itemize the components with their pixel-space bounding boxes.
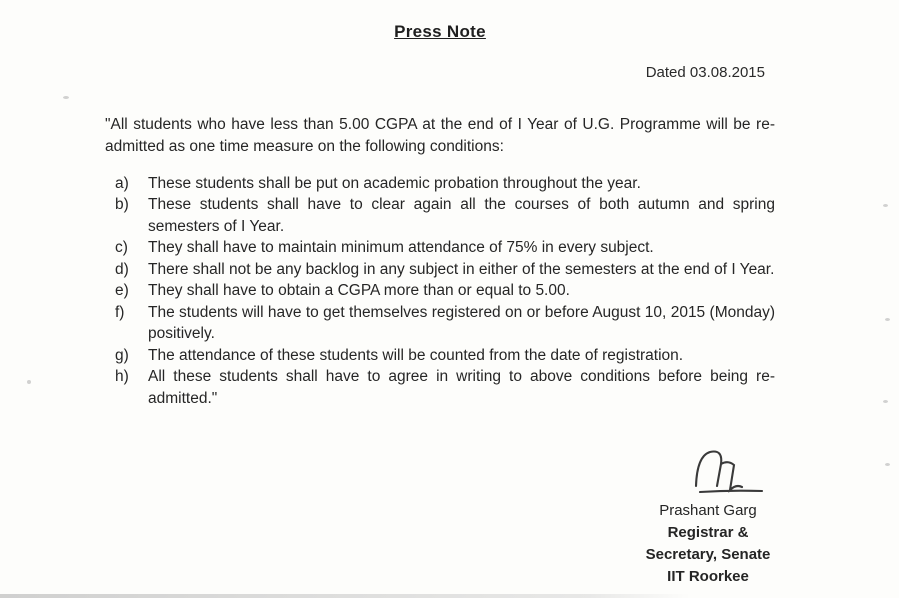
list-item-text: These students shall have to clear again all the courses of both autumn and spring semesters of I Year.: [148, 196, 775, 235]
list-item: [115, 259, 775, 281]
list-item-label: f): [115, 303, 125, 321]
list-item: [115, 280, 775, 302]
page-title: Press Note: [394, 22, 486, 41]
list-item: [115, 237, 775, 259]
document-date: Dated 03.08.2015: [645, 64, 765, 81]
scan-artifact: [883, 400, 888, 403]
signatory-name: Prashant Garg: [659, 502, 757, 519]
list-item-text: There shall not be any backlog in any subject in either of the semesters at the end of I Year.: [148, 260, 775, 278]
list-item-text: All these students shall have to agree in writing to above conditions before being re-admitted.": [148, 368, 775, 407]
scan-artifact: [63, 96, 69, 99]
list-item-label: g): [115, 346, 129, 364]
scan-artifact: [883, 204, 888, 207]
document-body: [105, 0, 775, 409]
conditions-list: [105, 173, 775, 410]
signatory-role-line-2: Secretary, Senate: [645, 546, 771, 563]
list-item: [115, 302, 775, 345]
list-item-label: c): [115, 239, 128, 256]
list-item-label: e): [115, 282, 129, 299]
list-item-label: b): [115, 196, 129, 213]
list-item: [115, 366, 775, 409]
signature-block: [612, 446, 804, 588]
scan-artifact: [27, 380, 31, 384]
list-item: [115, 173, 775, 195]
handwritten-signature-icon: [690, 446, 768, 498]
scan-artifact: [885, 463, 890, 466]
intro-paragraph: "All students who have less than 5.00 CGPA at the end of I Year of U.G. Programme will be re-admitted as one time measure on the following conditions:: [105, 116, 775, 155]
list-item-label: d): [115, 260, 129, 278]
list-item-text: They shall have to maintain minimum attendance of 75% in every subject.: [148, 239, 654, 256]
list-item-label: h): [115, 368, 129, 385]
scan-artifact: [885, 318, 890, 321]
list-item-text: They shall have to obtain a CGPA more than or equal to 5.00.: [148, 282, 570, 299]
list-item-text: These students shall be put on academic probation throughout the year.: [148, 174, 641, 192]
list-item-label: a): [115, 174, 129, 192]
list-item-text: The students will have to get themselves registered on or before August 10, 2015 (Monday) positively.: [148, 303, 775, 342]
signatory-role-line-1: Registrar &: [667, 524, 749, 541]
list-item-text: The attendance of these students will be counted from the date of registration.: [148, 346, 684, 364]
list-item: [115, 345, 775, 367]
scan-edge-shadow: [0, 594, 690, 598]
signatory-role-line-3: IIT Roorkee: [667, 568, 749, 585]
list-item: [115, 194, 775, 237]
